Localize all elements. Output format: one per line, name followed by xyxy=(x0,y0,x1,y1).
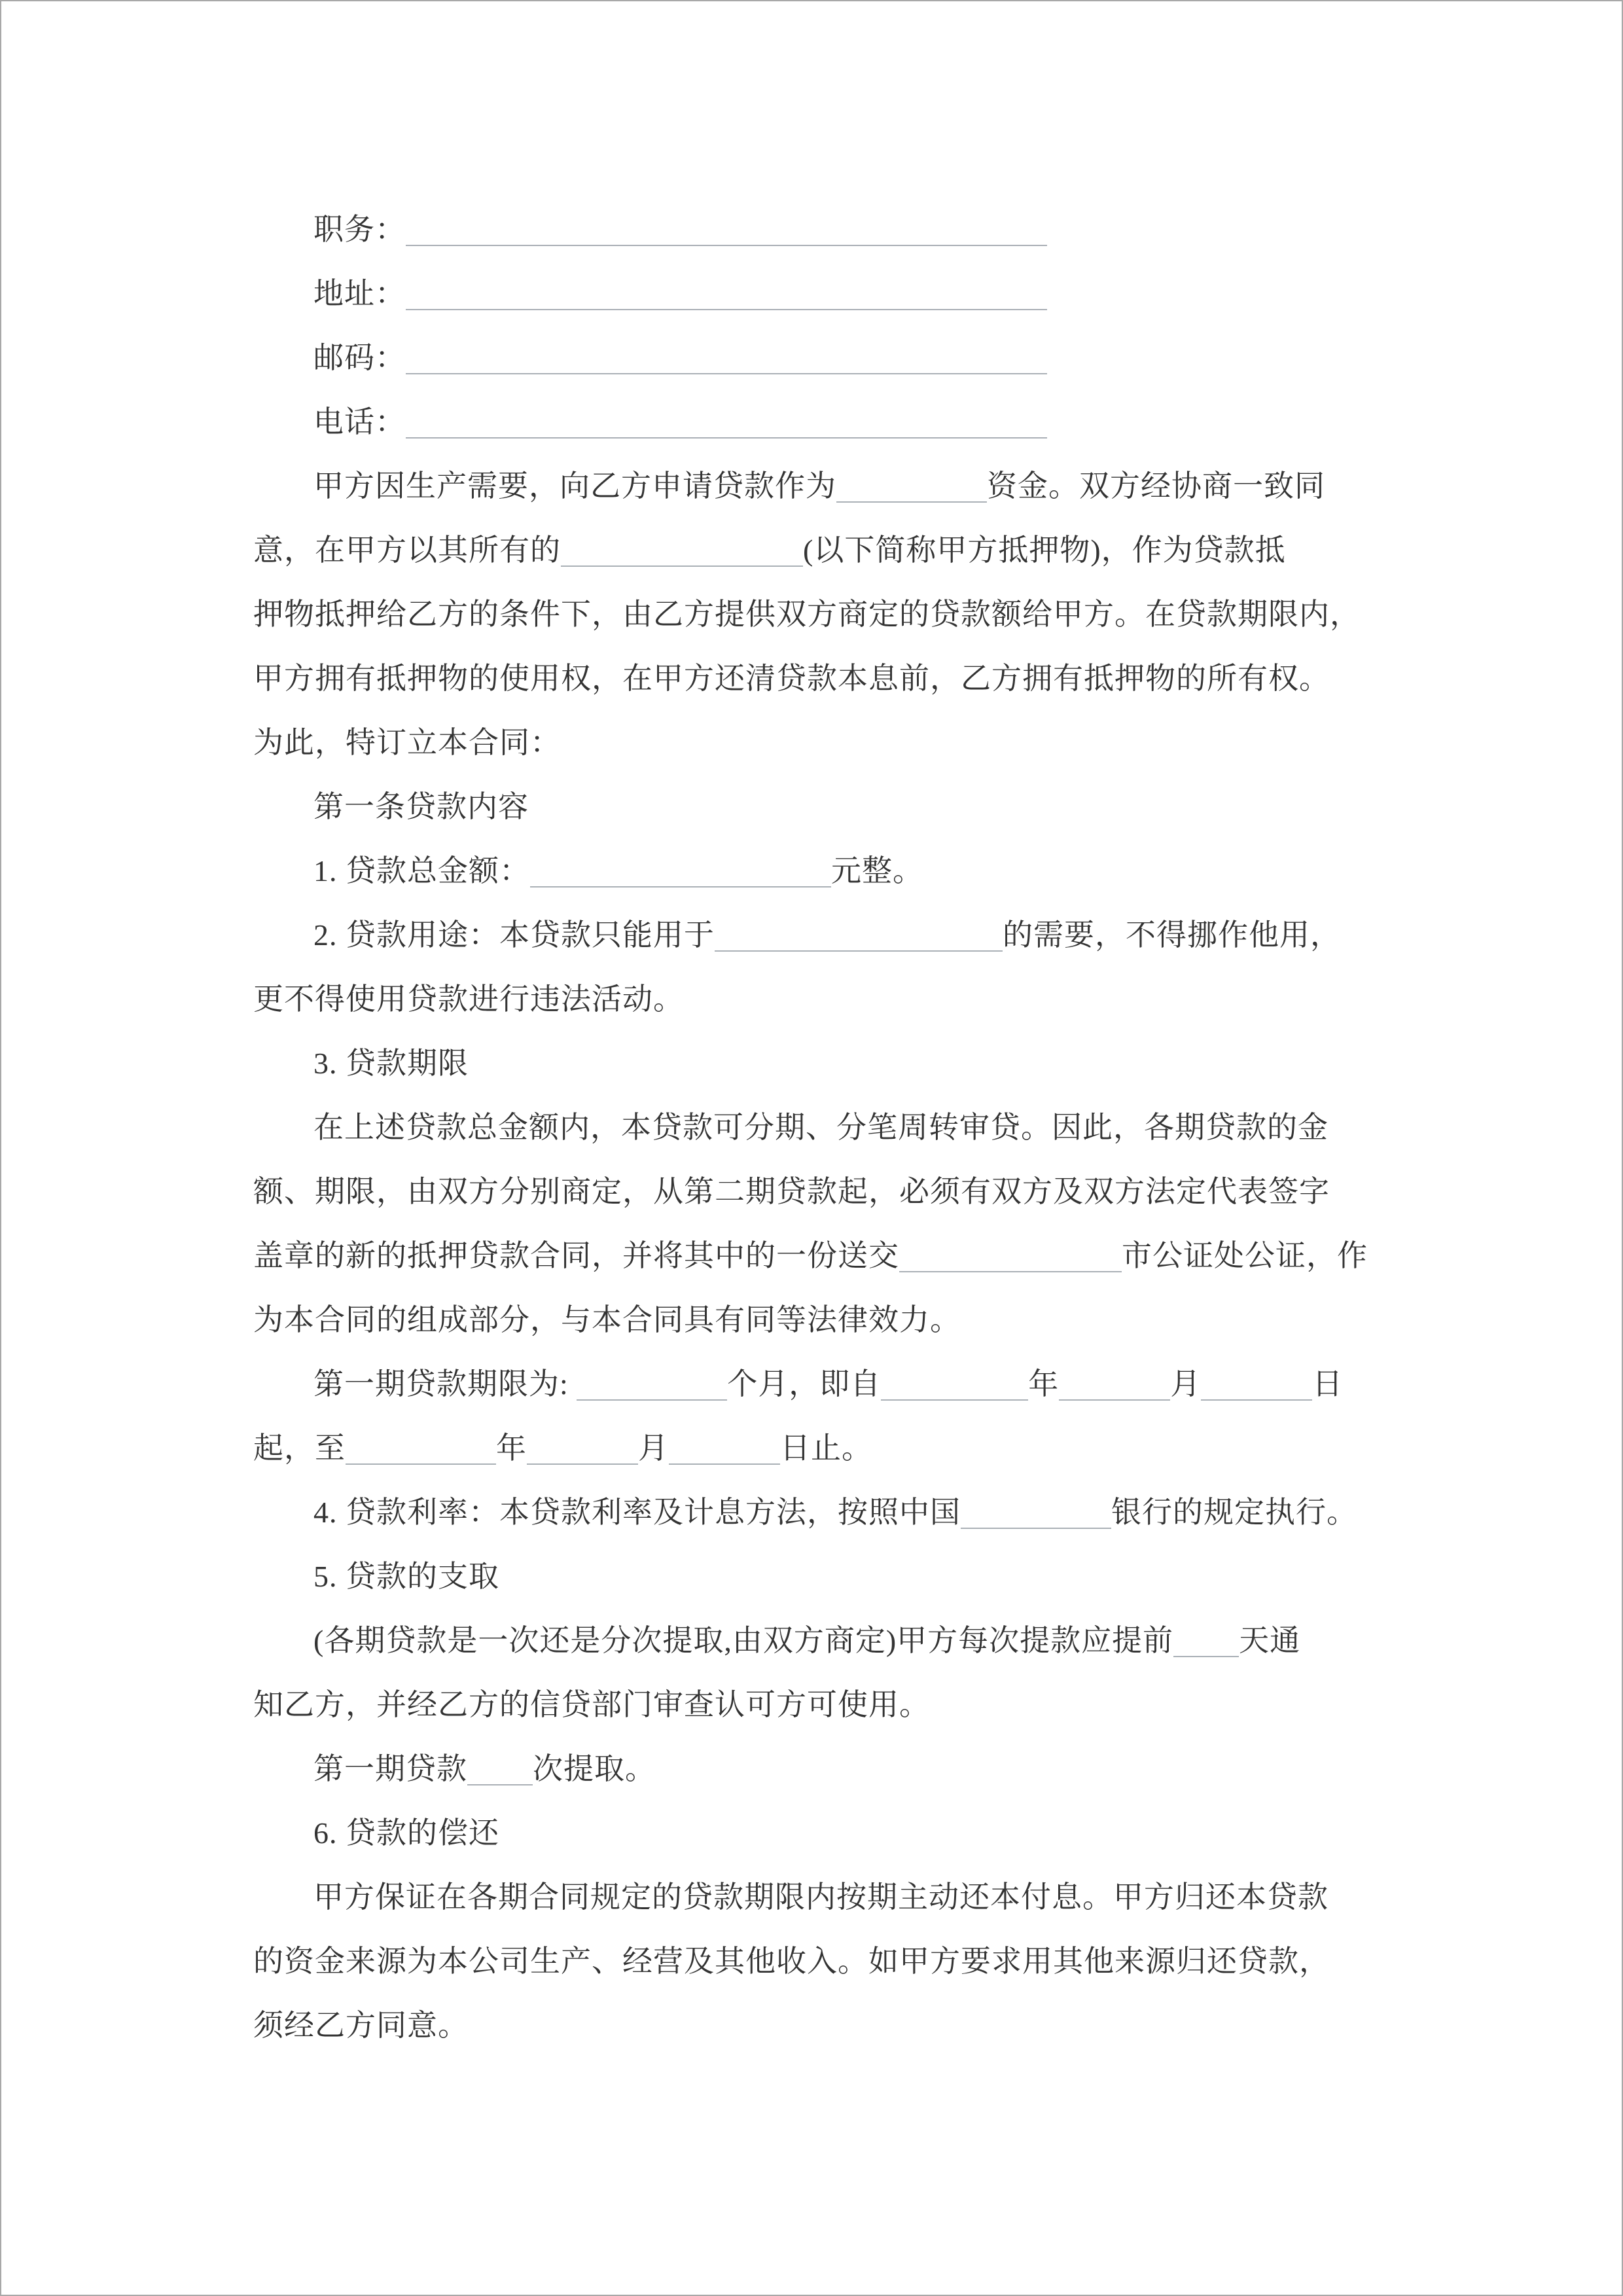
blank-field xyxy=(1059,1371,1170,1401)
text-run: 日 xyxy=(1312,1367,1344,1401)
blank-field xyxy=(527,1435,638,1465)
text-run: 3. 贷款期限 xyxy=(313,1047,469,1080)
text-line xyxy=(253,198,1373,262)
blank-field xyxy=(836,473,987,503)
text-run: 知乙方，并经乙方的信贷部门审查认可方可使用。 xyxy=(253,1688,930,1721)
text-run: 甲方拥有抵押物的使用权，在甲方还清贷款本息前，乙方拥有抵押物的所有权。 xyxy=(253,662,1330,695)
blank-field xyxy=(406,216,1047,246)
text-line xyxy=(253,583,1373,647)
text-line xyxy=(253,1224,1373,1288)
text-run: 银行的规定执行。 xyxy=(1111,1496,1357,1529)
text-run: 年 xyxy=(1028,1367,1060,1401)
blank-field xyxy=(406,280,1047,310)
text-run: 日止。 xyxy=(780,1431,872,1465)
text-line xyxy=(253,326,1373,390)
text-run: 年 xyxy=(496,1431,527,1465)
text-run: 5. 贷款的支取 xyxy=(313,1560,499,1593)
blank-field xyxy=(899,1242,1122,1272)
blank-field xyxy=(961,1499,1111,1529)
blank-field xyxy=(561,537,803,567)
blank-field xyxy=(346,1435,496,1465)
text-line xyxy=(253,1609,1373,1673)
blank-field xyxy=(406,344,1047,374)
blank-field xyxy=(881,1371,1028,1401)
text-run: 资金。双方经协商一致同 xyxy=(987,469,1325,503)
text-run: 天通 xyxy=(1239,1624,1301,1657)
blank-field xyxy=(1201,1371,1312,1401)
text-run: 4. 贷款利率：本贷款利率及计息方法，按照中国 xyxy=(313,1496,961,1529)
text-run: (各期贷款是一次还是分次提取,由双方商定)甲方每次提款应提前 xyxy=(313,1624,1174,1657)
text-run: 2. 贷款用途：本贷款只能用于 xyxy=(313,918,715,952)
text-line xyxy=(253,1416,1373,1480)
text-run: 1. 贷款总金额： xyxy=(313,854,530,888)
text-run: 个月，即自 xyxy=(727,1367,882,1401)
blank-field xyxy=(1173,1627,1239,1657)
text-run: 职务： xyxy=(313,213,406,246)
text-line xyxy=(253,1737,1373,1801)
text-line xyxy=(253,1288,1373,1352)
text-run: 第一期贷款期限为: xyxy=(313,1367,577,1401)
text-run: 盖章的新的抵押贷款合同，并将其中的一份送交 xyxy=(253,1239,899,1272)
text-line xyxy=(253,262,1373,326)
text-run: 电话： xyxy=(313,405,406,439)
text-run: 须经乙方同意。 xyxy=(253,2009,469,2042)
text-line xyxy=(253,1545,1373,1609)
blank-field xyxy=(577,1371,727,1401)
text-line xyxy=(253,518,1373,583)
text-line xyxy=(253,454,1373,518)
text-line xyxy=(253,1480,1373,1545)
text-run: 为此，特订立本合同： xyxy=(253,726,561,759)
text-line xyxy=(253,1865,1373,1929)
text-line xyxy=(253,1801,1373,1865)
text-line xyxy=(253,1160,1373,1224)
text-run: 甲方因生产需要，向乙方申请贷款作为 xyxy=(313,469,836,503)
text-line xyxy=(253,1031,1373,1096)
text-line xyxy=(253,1096,1373,1160)
text-line xyxy=(253,647,1373,711)
text-run: 6. 贷款的偿还 xyxy=(313,1816,499,1850)
text-run: 月 xyxy=(638,1431,669,1465)
text-run: 为本合同的组成部分，与本合同具有同等法律效力。 xyxy=(253,1303,961,1336)
blank-field xyxy=(467,1755,533,1785)
text-line xyxy=(253,903,1373,967)
text-run: 月 xyxy=(1170,1367,1202,1401)
text-line xyxy=(253,1673,1373,1737)
text-run: (以下简称甲方抵押物)，作为贷款抵 xyxy=(803,533,1286,567)
blank-field xyxy=(715,922,1003,952)
text-run: 的需要，不得挪作他用， xyxy=(1003,918,1341,952)
text-run: 甲方保证在各期合同规定的贷款期限内按期主动还本付息。甲方归还本贷款 xyxy=(313,1880,1329,1914)
text-run: 第一期贷款 xyxy=(313,1752,467,1785)
text-run: 地址： xyxy=(313,277,406,310)
text-line xyxy=(253,1352,1373,1416)
text-line xyxy=(253,839,1373,903)
text-run: 第一条贷款内容 xyxy=(313,790,529,823)
text-run: 次提取。 xyxy=(533,1752,656,1785)
document-body xyxy=(1,1,1622,2058)
text-run: 起，至 xyxy=(253,1431,346,1465)
blank-field xyxy=(406,408,1047,439)
text-line xyxy=(253,711,1373,775)
text-line xyxy=(253,775,1373,839)
text-run: 在上述贷款总金额内，本贷款可分期、分笔周转审贷。因此，各期贷款的金 xyxy=(313,1111,1329,1144)
text-run: 押物抵押给乙方的条件下，由乙方提供双方商定的贷款额给甲方。在贷款期限内， xyxy=(253,598,1361,631)
text-run: 元整。 xyxy=(831,854,923,888)
text-run: 额、期限，由双方分别商定，从第二期贷款起，必须有双方及双方法定代表签字 xyxy=(253,1175,1330,1208)
text-line xyxy=(253,1929,1373,1994)
text-line xyxy=(253,967,1373,1031)
text-line xyxy=(253,390,1373,454)
text-run: 市公证处公证，作 xyxy=(1122,1239,1368,1272)
text-run: 的资金来源为本公司生产、经营及其他收入。如甲方要求用其他来源归还贷款， xyxy=(253,1945,1330,1978)
text-line xyxy=(253,1994,1373,2058)
blank-field xyxy=(669,1435,780,1465)
blank-field xyxy=(530,857,831,888)
text-run: 更不得使用贷款进行违法活动。 xyxy=(253,982,684,1016)
text-run: 邮码： xyxy=(313,341,406,374)
text-run: 意，在甲方以其所有的 xyxy=(253,533,561,567)
